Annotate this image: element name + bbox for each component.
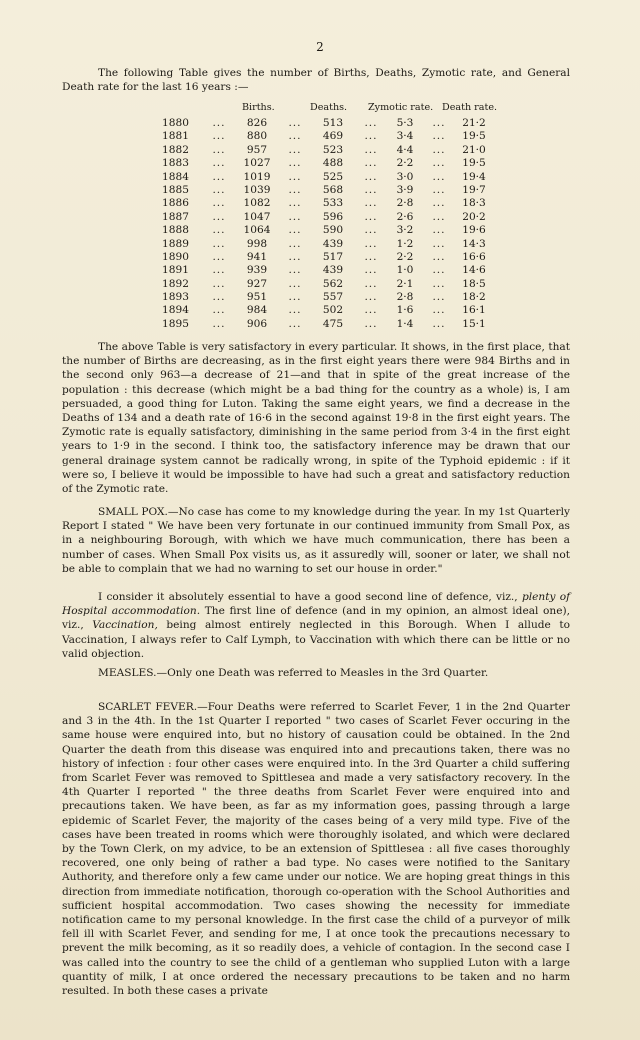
year-cell: 1885 (162, 183, 189, 196)
dots-cell: ... (432, 224, 446, 237)
zymotic-cell: 3·2 (396, 224, 414, 237)
defence-emphasis-vaccination: Vaccination, (92, 619, 158, 632)
table-row (162, 304, 502, 317)
zymotic-cell: 1·6 (396, 304, 414, 317)
header-zymotic-rate: Zymotic rate. (368, 102, 434, 113)
dots-cell: ... (432, 197, 446, 210)
births-cell: 1027 (243, 157, 271, 170)
births-cell: 1082 (243, 197, 271, 210)
statistics-table (162, 102, 502, 331)
dots-cell: ... (432, 317, 446, 330)
year-cell: 1892 (162, 277, 189, 290)
dots-cell: ... (432, 117, 446, 129)
death-rate-cell: 16·6 (462, 250, 486, 263)
dots-cell: ... (432, 304, 446, 317)
table-row (162, 278, 502, 291)
deaths-cell: 488 (322, 157, 344, 170)
table-row (162, 264, 502, 277)
dots-cell: ... (212, 304, 226, 317)
year-cell: 1882 (162, 143, 189, 156)
dots-cell: ... (288, 183, 302, 196)
dots-cell: ... (364, 210, 378, 223)
table-comment-paragraph: The above Table is very satisfactory in every particular. It shows, in the first place, that the number of Births are decreasing, as in the first eight years there were 984 Births and in the second only 963—a decrease of 21—and that in spite of the great increase of the population : this decrease (which might be a bad thing for the country as a whole) is, I am persuaded, a good thing for Luton. Taking the same eight years, we find a decrease in the Deaths of 134 and a death rate of 16·6 in the second against 19·8 in the first eight years. The Zymotic rate is equally satisfactory, diminishing in the same period from 3·4 in the first eight years to 1·9 in the second. I think too, the satisfactory inference may be drawn that our general drainage system cannot be radically wrong, in spite of the Typhoid epidemic : if it were so, I believe it would be impossible to have had such a great and satisfactory reduction of the Zymotic rate. (62, 341, 570, 496)
dots-cell: ... (212, 264, 226, 277)
death-rate-cell: 19·5 (462, 130, 486, 143)
dots-cell: ... (364, 317, 378, 330)
dots-cell: ... (432, 264, 446, 277)
defence-text-1: I consider it absolutely essential to have a good second line of defence, viz., (98, 591, 522, 603)
deaths-cell: 562 (322, 277, 344, 290)
zymotic-cell: 1·2 (396, 237, 414, 250)
table-row (162, 184, 502, 197)
zymotic-cell: 2·2 (396, 250, 414, 263)
table-row (162, 224, 502, 237)
deaths-cell: 568 (322, 183, 344, 196)
dots-cell: ... (212, 317, 226, 330)
deaths-cell: 439 (322, 237, 344, 250)
table-row (162, 197, 502, 210)
page-number: 2 (316, 40, 324, 54)
year-cell: 1887 (162, 210, 189, 223)
deaths-cell: 513 (322, 117, 344, 129)
year-cell: 1891 (162, 264, 189, 277)
zymotic-cell: 2·1 (396, 277, 414, 290)
small-pox-paragraph: SMALL POX.—No case has come to my knowledge during the year. In my 1st Quarterly Report I stated " We have been very fortunate in our continued immunity from Small Pox, as in a neighbouring Borough, with which we have much communication, there has been a number of cases. When Small Pox visits us, as it assuredly will, sooner or later, we shall not be able to complain that we had no warning to set our house in order." (62, 506, 570, 575)
deaths-cell: 590 (322, 224, 344, 237)
dots-cell: ... (212, 130, 226, 143)
dots-cell: ... (212, 143, 226, 156)
death-rate-cell: 18·5 (462, 277, 486, 290)
births-cell: 906 (246, 317, 268, 330)
dots-cell: ... (364, 291, 378, 304)
dots-cell: ... (288, 304, 302, 317)
defence-text-2: The first line of defence (and in my opinion, an almost ideal one), viz., (62, 605, 570, 632)
dots-cell: ... (212, 157, 226, 170)
dots-cell: ... (432, 210, 446, 223)
zymotic-cell: 2·2 (396, 157, 414, 170)
dots-cell: ... (288, 170, 302, 183)
death-rate-cell: 16·1 (462, 304, 486, 317)
dots-cell: ... (364, 237, 378, 250)
dots-cell: ... (288, 317, 302, 330)
death-rate-cell: 14·6 (462, 264, 486, 277)
births-cell: 957 (246, 143, 268, 156)
dots-cell: ... (364, 304, 378, 317)
death-rate-cell: 21·0 (462, 143, 486, 156)
death-rate-cell: 19·4 (462, 170, 486, 183)
table-row (162, 144, 502, 157)
dots-cell: ... (288, 264, 302, 277)
dots-cell: ... (364, 117, 378, 129)
death-rate-cell: 14·3 (462, 237, 486, 250)
table-row (162, 318, 502, 331)
dots-cell: ... (364, 264, 378, 277)
dots-cell: ... (288, 224, 302, 237)
births-cell: 826 (246, 117, 268, 129)
year-cell: 1889 (162, 237, 189, 250)
dots-cell: ... (364, 183, 378, 196)
deaths-cell: 533 (322, 197, 344, 210)
dots-cell: ... (364, 277, 378, 290)
defence-emphasis-hospital: plenty of Hospital accommodation. (62, 591, 571, 618)
death-rate-cell: 20·2 (462, 210, 486, 223)
dots-cell: ... (288, 210, 302, 223)
dots-cell: ... (212, 183, 226, 196)
dots-cell: ... (212, 117, 226, 129)
table-header (162, 102, 502, 117)
births-cell: 984 (246, 304, 268, 317)
dots-cell: ... (288, 143, 302, 156)
deaths-cell: 517 (322, 250, 344, 263)
dots-cell: ... (364, 170, 378, 183)
defence-paragraph (62, 590, 570, 661)
death-rate-cell: 21·2 (462, 117, 486, 129)
dots-cell: ... (212, 170, 226, 183)
dots-cell: ... (364, 157, 378, 170)
births-cell: 880 (246, 130, 268, 143)
death-rate-cell: 19·7 (462, 183, 486, 196)
deaths-cell: 469 (322, 130, 344, 143)
dots-cell: ... (432, 143, 446, 156)
defence-text-3: being almost entirely neglected in this Borough. When I allude to Vaccination, I always refer to Calf Lymph, to Vaccination with which there can be little or no valid objection. (62, 619, 570, 660)
dots-cell: ... (432, 291, 446, 304)
table-row (162, 157, 502, 170)
zymotic-cell: 2·6 (396, 210, 414, 223)
dots-cell: ... (288, 250, 302, 263)
table-row (162, 211, 502, 224)
zymotic-cell: 2·8 (396, 197, 414, 210)
births-cell: 1019 (243, 170, 271, 183)
births-cell: 1064 (243, 224, 271, 237)
dots-cell: ... (432, 237, 446, 250)
death-rate-cell: 18·3 (462, 197, 486, 210)
dots-cell: ... (288, 157, 302, 170)
year-cell: 1886 (162, 197, 189, 210)
zymotic-cell: 3·9 (396, 183, 414, 196)
dots-cell: ... (212, 291, 226, 304)
births-cell: 941 (246, 250, 268, 263)
dots-cell: ... (364, 197, 378, 210)
deaths-cell: 557 (322, 291, 344, 304)
year-cell: 1890 (162, 250, 189, 263)
table-body (162, 117, 502, 331)
deaths-cell: 596 (322, 210, 344, 223)
dots-cell: ... (432, 130, 446, 143)
dots-cell: ... (212, 210, 226, 223)
births-cell: 1039 (243, 183, 271, 196)
dots-cell: ... (212, 197, 226, 210)
dots-cell: ... (212, 224, 226, 237)
header-births: Births. (242, 102, 275, 113)
births-cell: 939 (246, 264, 268, 277)
death-rate-cell: 15·1 (462, 317, 486, 330)
dots-cell: ... (432, 183, 446, 196)
dots-cell: ... (432, 170, 446, 183)
death-rate-cell: 19·6 (462, 224, 486, 237)
year-cell: 1884 (162, 170, 189, 183)
table-row (162, 291, 502, 304)
year-cell: 1895 (162, 317, 189, 330)
table-row (162, 130, 502, 143)
births-cell: 927 (246, 277, 268, 290)
dots-cell: ... (288, 291, 302, 304)
measles-paragraph: MEASLES.—Only one Death was referred to Measles in the 3rd Quarter. (98, 667, 489, 679)
deaths-cell: 475 (322, 317, 344, 330)
intro-paragraph: The following Table gives the number of Births, Deaths, Zymotic rate, and General Death rate for the last 16 years :— (62, 67, 570, 94)
year-cell: 1894 (162, 304, 189, 317)
dots-cell: ... (432, 250, 446, 263)
dots-cell: ... (212, 250, 226, 263)
death-rate-cell: 19·5 (462, 157, 486, 170)
deaths-cell: 439 (322, 264, 344, 277)
zymotic-cell: 3·4 (396, 130, 414, 143)
deaths-cell: 523 (322, 143, 344, 156)
year-cell: 1888 (162, 224, 189, 237)
dots-cell: ... (364, 143, 378, 156)
death-rate-cell: 18·2 (462, 291, 486, 304)
dots-cell: ... (364, 130, 378, 143)
scarlet-fever-paragraph: SCARLET FEVER.—Four Deaths were referred to Scarlet Fever, 1 in the 2nd Quarter and 3 in the 4th. In the 1st Quarter I reported " two cases of Scarlet Fever occuring in the same house were enquired into, but no history of causation could be obtained. In the 2nd Quarter the death from this disease was enquired into and precautions taken, there was no history of infection : four other cases were enquired into. In the 3rd Quarter a child suffering from Scarlet Fever was removed to Spittlesea and made a very satisfactory recovery. In the 4th Quarter I reported " the three deaths from Scarlet Fever were enquired into and precautions taken. We have been, as far as my information goes, passing through a large epidemic of Scarlet Fever, the majority of the cases being of a very mild type. Five of the cases have been treated in rooms which were thoroughly isolated, and which were declared by the Town Clerk, on my advice, to be an extension of Spittlesea : all five cases thoroughly recovered, one only being of rather a bad type. No cases were notified to the Sanitary Authority, and therefore only a few came under our notice. We are hoping great things in this direction from immediate notification, thorough co-operation with the School Authorities and sufficient hospital accommodation. Two cases showing the necessity for immediate notification came to my personal knowledge. In the first case the child of a purveyor of milk fell ill with Scarlet Fever, and sending for me, I at once took the precautions necessary to prevent the milk becoming, as it so readily does, a vehicle of contagion. In the second case I was called into the country to see the child of a gentleman who supplied Luton with a large quantity of milk, I at once ordered the necessary precautions to be taken and no harm resulted. In both these cases a private (62, 701, 570, 998)
year-cell: 1880 (162, 117, 189, 129)
dots-cell: ... (288, 130, 302, 143)
zymotic-cell: 5·3 (396, 117, 414, 129)
dots-cell: ... (432, 277, 446, 290)
year-cell: 1881 (162, 130, 189, 143)
table-row (162, 238, 502, 251)
year-cell: 1883 (162, 157, 189, 170)
zymotic-cell: 3·0 (396, 170, 414, 183)
dots-cell: ... (364, 250, 378, 263)
header-deaths: Deaths. (310, 102, 348, 113)
table-row (162, 171, 502, 184)
dots-cell: ... (288, 117, 302, 129)
dots-cell: ... (288, 237, 302, 250)
deaths-cell: 525 (322, 170, 344, 183)
zymotic-cell: 1·0 (396, 264, 414, 277)
zymotic-cell: 1·4 (396, 317, 414, 330)
births-cell: 1047 (243, 210, 271, 223)
header-death-rate: Death rate. (442, 102, 498, 113)
year-cell: 1893 (162, 291, 189, 304)
dots-cell: ... (432, 157, 446, 170)
dots-cell: ... (288, 197, 302, 210)
deaths-cell: 502 (322, 304, 344, 317)
zymotic-cell: 4·4 (396, 143, 414, 156)
zymotic-cell: 2·8 (396, 291, 414, 304)
births-cell: 951 (246, 291, 268, 304)
dots-cell: ... (364, 224, 378, 237)
dots-cell: ... (212, 277, 226, 290)
dots-cell: ... (212, 237, 226, 250)
table-row (162, 117, 502, 130)
dots-cell: ... (288, 277, 302, 290)
births-cell: 998 (246, 237, 268, 250)
table-row (162, 251, 502, 264)
